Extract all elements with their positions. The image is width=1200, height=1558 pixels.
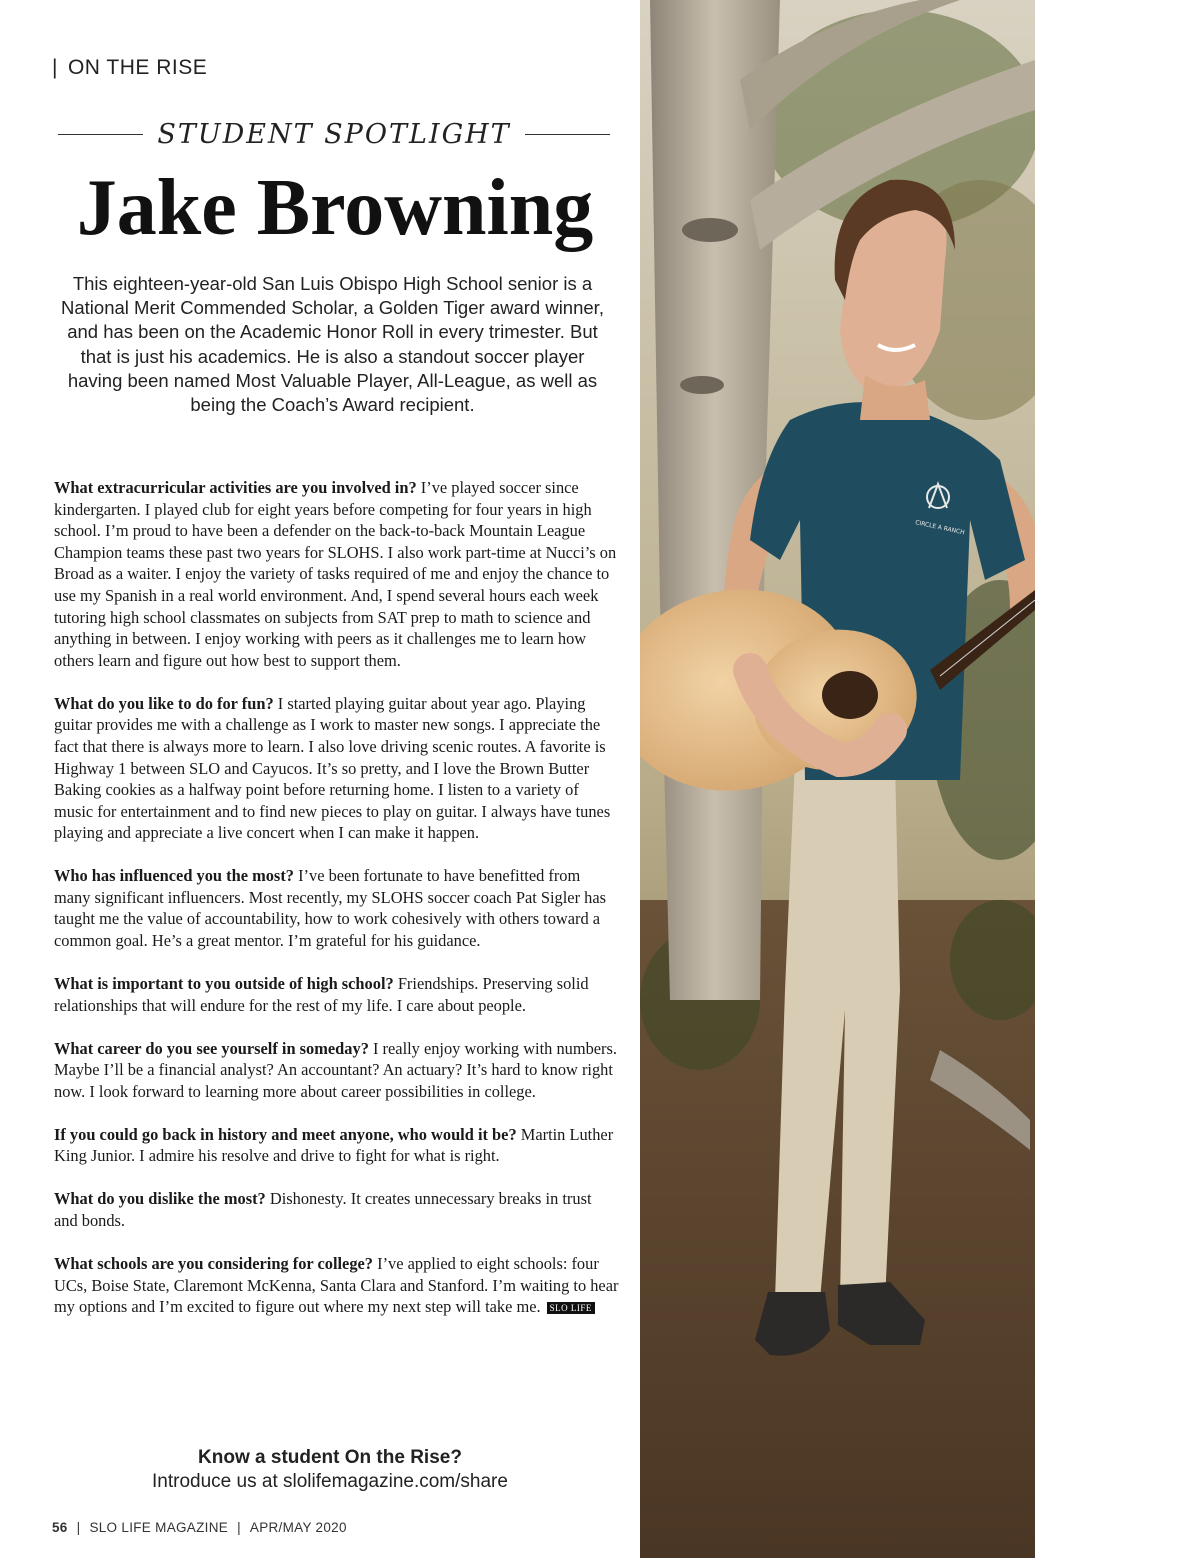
qa-item bbox=[54, 693, 619, 844]
cta-headline: Know a student On the Rise? bbox=[198, 1447, 462, 1468]
interview-body bbox=[54, 477, 619, 1339]
question: What career do you see yourself in someday? bbox=[54, 1038, 369, 1058]
shirt-text: CIRCLE A RANCH bbox=[914, 519, 966, 537]
intro-paragraph: This eighteen-year-old San Luis Obispo High School senior is a National Merit Commended Scholar, a Golden Tiger award winner, and has been on the Academic Honor Roll in every trimester. But that is just his academics. He is also a standout soccer player having been named Most Valuable Player, All-League, as well as being the Coach’s Award recipient. bbox=[61, 273, 604, 416]
spotlight-heading bbox=[58, 116, 610, 152]
page-footer bbox=[52, 1520, 347, 1535]
question: What do you like to do for fun? bbox=[54, 693, 274, 713]
answer: I really enjoy working with numbers. Maybe I’ll be a financial analyst? An accountant? An actuary? It’s hard to know right now. I look forward to learning more about career possibilities in college. bbox=[54, 1038, 617, 1101]
qa-item bbox=[54, 1253, 619, 1318]
question: If you could go back in history and meet anyone, who would it be? bbox=[54, 1124, 517, 1144]
answer: I’ve applied to eight schools: four UCs, Boise State, Claremont McKenna, Santa Clara and Stanford. I’m waiting to hear my options and I’m excited to figure out where my next step will take me. bbox=[54, 1253, 619, 1317]
qa-item bbox=[54, 865, 619, 951]
question: What do you dislike the most? bbox=[54, 1189, 266, 1209]
student-photo-illustration bbox=[640, 0, 1035, 1558]
student-photo bbox=[640, 0, 1035, 1558]
question: What schools are you considering for college? bbox=[54, 1253, 373, 1273]
qa-item bbox=[54, 973, 619, 1016]
call-to-action bbox=[60, 1446, 600, 1494]
answer: I started playing guitar about year ago. Playing guitar provides me with a challenge as I work to master new songs. I appreciate the fact that there is always more to learn. I also love driving scenic routes. A favorite is Highway 1 between SLO and Cayucos. It’s so pretty, and I love the Brown Butter Baking cookies as a halfway point before returning home. I listen to a variety of music for entertainment and to find new pieces to play on guitar. I always have tunes playing and appreciate a live concert when I can make it happen. bbox=[54, 693, 611, 843]
answer: Friendships. Preserving solid relationships that will endure for the rest of my life. I care about people. bbox=[54, 974, 589, 1015]
cta-subline: Introduce us at slolifemagazine.com/share bbox=[152, 1471, 508, 1492]
end-badge: SLO LIFE bbox=[547, 1302, 595, 1314]
qa-item bbox=[54, 1124, 619, 1167]
qa-item bbox=[54, 1188, 619, 1231]
section-label-text: ON THE RISE bbox=[67, 56, 208, 79]
spotlight-label: STUDENT SPOTLIGHT bbox=[157, 118, 511, 150]
qa-item bbox=[54, 477, 619, 671]
left-rule bbox=[58, 134, 143, 135]
answer: Dishonesty. It creates unnecessary breaks in trust and bonds. bbox=[54, 1189, 592, 1230]
section-divider: | bbox=[52, 56, 58, 79]
footer-divider: | bbox=[237, 1520, 241, 1535]
student-name: Jake Browning bbox=[76, 164, 594, 252]
footer-divider: | bbox=[76, 1520, 81, 1535]
question: Who has influenced you the most? bbox=[54, 866, 294, 886]
answer: I’ve played soccer since kindergarten. I played club for eight years before competing for four years in high school. I’m proud to have been a defender on the back-to-back Mountain League Champion teams these past two years for SLOHS. I also work part-time at Nucci’s on Broad as a waiter. I enjoy the variety of tasks required of me and enjoy the chance to use my Spanish in a real world environment. And, I spend several hours each week tutoring high school classmates on subjects from SAT prep to math to science and anything in between. I enjoy working with peers as it challenges me to learn how others learn and figure out how best to support them. bbox=[54, 478, 617, 670]
page-number: 56 bbox=[52, 1520, 68, 1535]
section-label bbox=[52, 56, 207, 80]
answer: Martin Luther King Junior. I admire his resolve and drive to fight for what is right. bbox=[54, 1124, 614, 1166]
qa-item bbox=[54, 1038, 619, 1103]
question: What extracurricular activities are you involved in? bbox=[54, 478, 417, 497]
answer: I’ve been fortunate to have benefitted from many significant influencers. Most recently, my SLOHS soccer coach Pat Sigler has taught me the value of accountability, how to work cohesively with others toward a common goal. He’s a great mentor. I’m grateful for his guidance. bbox=[54, 866, 606, 951]
publication-name: SLO LIFE MAGAZINE bbox=[89, 1520, 229, 1535]
right-rule bbox=[525, 134, 610, 135]
question: What is important to you outside of high school? bbox=[54, 974, 394, 994]
issue-date: APR/MAY 2020 bbox=[249, 1520, 347, 1535]
